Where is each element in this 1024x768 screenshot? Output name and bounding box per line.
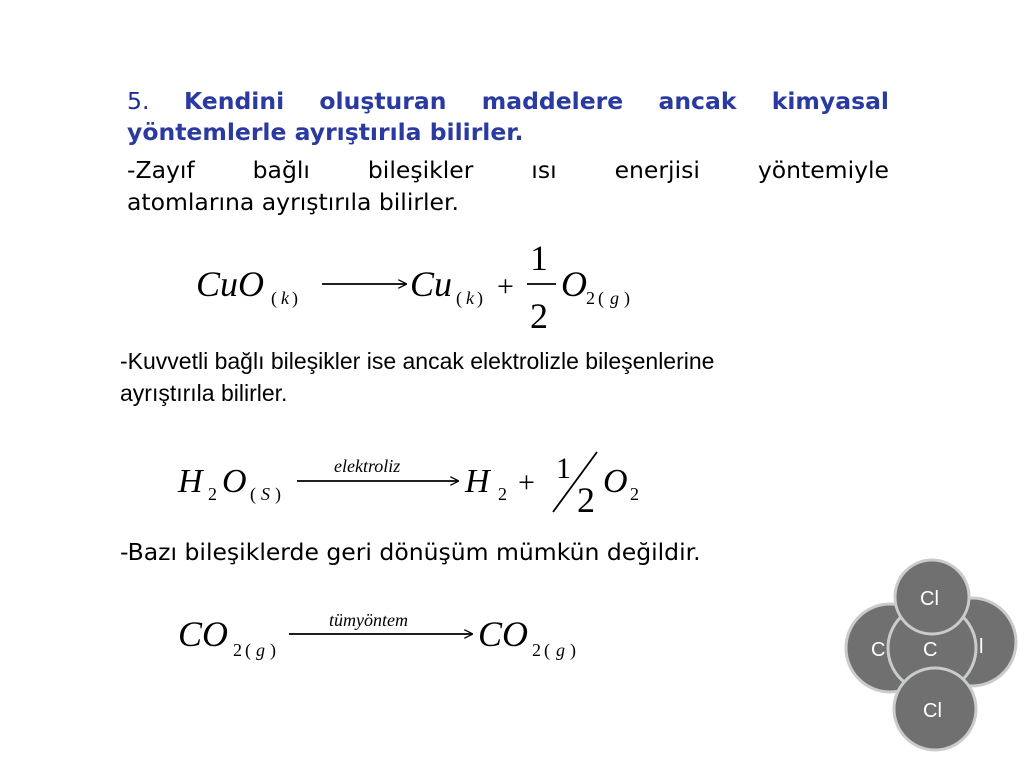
eq2-fraction-numerator: 1	[556, 452, 571, 485]
eq3-product: CO	[478, 614, 529, 654]
heading-number: 5.	[127, 87, 150, 115]
eq3-product-subscript: 2	[532, 640, 541, 660]
eq1-reactant-paren-close: )	[292, 288, 298, 308]
eq2-reactant-subscript: 2	[208, 484, 217, 504]
eq1-reactant: CuO	[196, 264, 265, 304]
eq2-reactant-state: S	[261, 484, 270, 504]
eq1-reactant-paren-open: (	[271, 288, 277, 308]
eq1-product1-paren-close: )	[477, 288, 483, 308]
strong-bond-line-2: ayrıştırıla bilirler.	[120, 380, 288, 406]
eq3-reactant-paren-open: (	[245, 640, 251, 660]
eq2-product1-subscript: 2	[498, 484, 507, 504]
eq3-reactant-subscript: 2	[233, 640, 242, 660]
eq2-product1: H	[465, 463, 490, 500]
eq2-arrow-label: elektroliz	[334, 456, 401, 476]
eq2-plus: +	[518, 466, 535, 499]
strong-bond-line-1: -Kuvvetli bağlı bileşikler ise ancak elektrolizle bileşenlerine	[120, 348, 715, 374]
eq1-fraction-numerator: 1	[530, 238, 548, 278]
eq2-fraction-denominator: 2	[577, 480, 595, 520]
eq1-fraction-denominator: 2	[530, 296, 548, 336]
atom-left-label: C	[871, 639, 886, 661]
eq1-product2-state: g	[610, 288, 619, 308]
eq3-product-paren-close: )	[570, 640, 576, 660]
eq3-product-state: g	[556, 640, 565, 660]
weak-bond-line-2: atomlarına ayrıştırıla bilirler.	[127, 188, 459, 216]
eq1-product1-paren-open: (	[456, 288, 462, 308]
eq1-plus: +	[497, 270, 514, 303]
eq3-reactant: CO	[178, 614, 229, 654]
eq3-reactant-paren-close: )	[270, 640, 276, 660]
eq2-reactant-paren-open: (	[250, 484, 256, 504]
atom-bottom-label: Cl	[923, 700, 942, 722]
eq1-product2-subscript: 2	[586, 288, 595, 308]
atom-center-label: C	[923, 639, 938, 661]
irreversible-text: -Bazı bileşiklerde geri dönüşüm mümkün değildir.	[120, 538, 701, 566]
atom-top-label: Cl	[920, 588, 939, 610]
eq2-reactant-o: O	[222, 463, 247, 500]
atom-right-label: l	[979, 636, 984, 658]
heading-text: Kendini oluşturan maddelere ancak kimyasal yöntemlerle ayrıştırıla bilirler.	[127, 87, 889, 146]
eq1-product2-paren-close: )	[624, 288, 630, 308]
eq2-reactant-paren-close: )	[275, 484, 281, 504]
eq3-arrow-label: tümyöntem	[329, 610, 408, 630]
eq1-product2: O	[561, 264, 587, 304]
eq3-product-paren-open: (	[544, 640, 550, 660]
eq1-product1: Cu	[410, 264, 453, 304]
eq2-reactant-h: H	[178, 463, 203, 500]
eq2-product2-subscript: 2	[630, 484, 639, 504]
weak-bond-line-1: -Zayıf bağlı bileşikler ısı enerjisi yöntemiyle	[127, 156, 889, 184]
eq1-product1-state: k	[466, 288, 474, 308]
eq3-reactant-state: g	[256, 640, 265, 660]
eq2-product2: O	[603, 463, 628, 500]
eq1-product2-paren-open: (	[598, 288, 604, 308]
eq1-reactant-state: k	[281, 288, 289, 308]
